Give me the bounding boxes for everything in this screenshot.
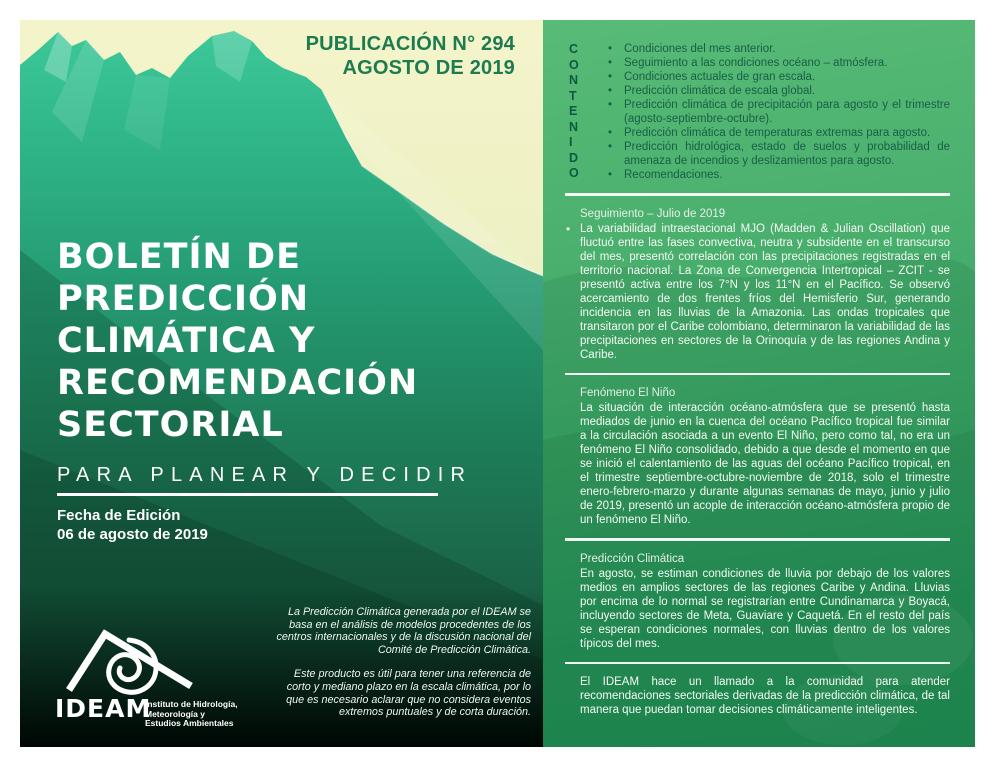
section-body: La variabilidad intraestacional MJO (Madden & Julian Oscillation) que fluctuó entre las fases convectiva, neutra y subsidente en el transcurso del mes, presentó correlación con las precipitaciones registradas en el territorio nacional. La Zona de Convergencia Intertropical – ZCIT - se presentó activa entre los 7°N y los 11°N en el Pacífico. Se observó acercamiento de dos frentes fríos del Hemisferio Sur, generando incidencia en las lluvias de la Amazonia. Las ondas tropicales que transitaron por el Caribe colombiano, determinaron la variabilidad de las precipitaciones en sectores de la Orinoquía y de las regiones Andina y Caribe. — [580, 222, 950, 361]
bullet-icon: • — [608, 43, 613, 55]
edition-label: Fecha de Edición — [57, 507, 181, 524]
bulletin-tagline: PARA PLANEAR Y DECIDIR — [57, 464, 473, 486]
contents-item-text: Seguimiento a las condiciones océano – atmósfera. — [624, 57, 888, 69]
publication-heading — [306, 32, 515, 80]
contenido-vertical-label — [565, 42, 595, 182]
ideam-acronym: IDEAM — [55, 694, 152, 723]
edition-date: 06 de agosto de 2019 — [57, 526, 208, 543]
bullet-icon: • — [608, 57, 613, 69]
contents-list-item — [603, 70, 950, 84]
section-divider — [565, 373, 950, 376]
section-body: En agosto, se estiman condiciones de lluvia por debajo de los valores medios en amplios sectores de las regiones Caribe y Andina. Lluvias por encima de lo normal se registrarían entre Cundinamarca y Boyacá, incluyendo sectores de Meta, Guaviare y Caquetá. En el resto del país se esperan condiciones normales, con lluvias dentro de los valores típicos del mes. — [580, 567, 950, 650]
contents-list-item — [603, 140, 950, 168]
section-heading: Predicción Climática — [580, 552, 685, 565]
contents-item-text: Predicción hidrológica, estado de suelos y probabilidad de amenaza de incendios y deslizamientos para agosto. — [624, 141, 950, 167]
disclaimer-text — [273, 606, 531, 719]
bulletin-title-line: SECTORIAL — [57, 405, 284, 445]
section-body: El IDEAM hace un llamado a la comunidad para atender recomendaciones sectoriales derivadas de la predicción climática, de tal manera que puedan tomar decisiones climáticamente inteligentes. — [580, 676, 950, 716]
contenido-letter: O — [569, 166, 579, 180]
publication-number: PUBLICACIÓN N° 294 — [305, 33, 515, 55]
bulletin-title-line: BOLETÍN DE — [57, 237, 301, 277]
contents-item-text: Predicción climática de temperaturas extremas para agosto. — [624, 127, 931, 139]
tagline-underline — [57, 493, 438, 496]
contents-list — [603, 42, 950, 182]
bullet-icon: • — [608, 127, 613, 139]
contents-list-item — [603, 126, 950, 140]
institute-name-line: Instituto de Hidrología, — [145, 699, 238, 709]
bulletin-title-line: CLIMÁTICA Y — [57, 321, 316, 361]
content-section — [565, 552, 950, 651]
bullet-icon: • — [608, 99, 613, 111]
disclaimer-paragraph-2: Este producto es útil para tener una referencia de corto y mediano plazo en la escala climática, por lo que es necesario aclarar que no considera eventos extremos puntuales y de corta duración. — [286, 668, 531, 719]
contents-item-text: Recomendaciones. — [624, 169, 723, 181]
bulletin-title — [57, 236, 418, 446]
section-group — [565, 662, 950, 718]
section-group — [565, 193, 950, 362]
contents-list-item — [603, 98, 950, 126]
bullet-icon: • — [608, 169, 613, 181]
ideam-logo — [55, 628, 285, 740]
contents-list-item — [603, 42, 950, 56]
contents-list-item — [603, 56, 950, 70]
contents-item-text: Condiciones del mes anterior. — [624, 43, 776, 55]
section-divider — [565, 193, 950, 196]
contents-list-item — [603, 84, 950, 98]
bullet-icon: • — [608, 141, 613, 153]
contents-item-text: Predicción climática de precipitación para agosto y el trimestre (agosto-septiembre-octubre). — [624, 99, 950, 125]
section-divider — [565, 538, 950, 541]
bullet-icon: • — [608, 85, 613, 97]
cover-image-panel — [20, 20, 543, 747]
section-heading: Fenómeno El Niño — [580, 387, 676, 399]
content-section — [565, 207, 950, 362]
content-panel-inner — [543, 20, 975, 747]
content-panel — [543, 20, 975, 747]
contenido-letter: E — [569, 104, 578, 118]
ideam-institute-name — [145, 700, 238, 729]
contenido-letter: T — [569, 88, 577, 103]
section-body: La situación de interacción océano-atmósfera que se presentó hasta mediados de junio en la cuenca del océano Pacífico tropical fue similar a la circulación asociada a un evento El Niño, pero como tal, no era un fenómeno El Niño consolidado, debido a que desde el momento en que se inició el calentamiento de las aguas del océano Pacífico tropical, en el trimestre septiembre-octubre-noviembre de 2018, solo el trimestre enero-febrero-marzo y durante algunas semanas de mayo, junio y julio de 2019, presentó un acople de interacción océano-atmósfera propio de un fenómeno El Niño. — [580, 402, 950, 526]
contenido-letter: C — [569, 42, 579, 56]
bullet-icon: • — [608, 71, 613, 83]
section-bullet-icon: • — [566, 221, 571, 236]
institute-name-line: Meteorología y — [145, 708, 205, 719]
table-of-contents — [565, 42, 950, 182]
contenido-letter: I — [569, 135, 573, 149]
contenido-letter: O — [569, 57, 579, 72]
contents-item-text: Predicción climática de escala global. — [624, 85, 816, 97]
section-heading: Seguimiento – Julio de 2019 — [580, 207, 726, 220]
bulletin-title-line: RECOMENDACIÓN — [57, 363, 419, 403]
contenido-letter: N — [569, 73, 579, 87]
disclaimer-paragraph-1: La Predicción Climática generada por el IDEAM se basa en el análisis de modelos procedentes de los centros internacionales y de la discusión nacional del Comité de Predicción Climática. — [276, 606, 531, 656]
contenido-letter: D — [569, 150, 579, 165]
sections-container — [565, 193, 950, 717]
content-section — [565, 675, 950, 717]
section-divider — [565, 662, 950, 665]
contenido-letter: N — [569, 119, 579, 134]
section-group — [565, 538, 950, 651]
contents-item-text: Condiciones actuales de gran escala. — [624, 71, 816, 83]
contents-list-item — [603, 168, 950, 182]
institute-name-line: Estudios Ambientales — [145, 718, 234, 728]
ideam-logo-icon — [63, 628, 213, 703]
edition-date-block — [57, 506, 208, 544]
publication-month: AGOSTO DE 2019 — [342, 57, 515, 79]
bulletin-title-line: PREDICCIÓN — [57, 279, 310, 319]
content-section — [565, 386, 950, 527]
section-group — [565, 373, 950, 528]
